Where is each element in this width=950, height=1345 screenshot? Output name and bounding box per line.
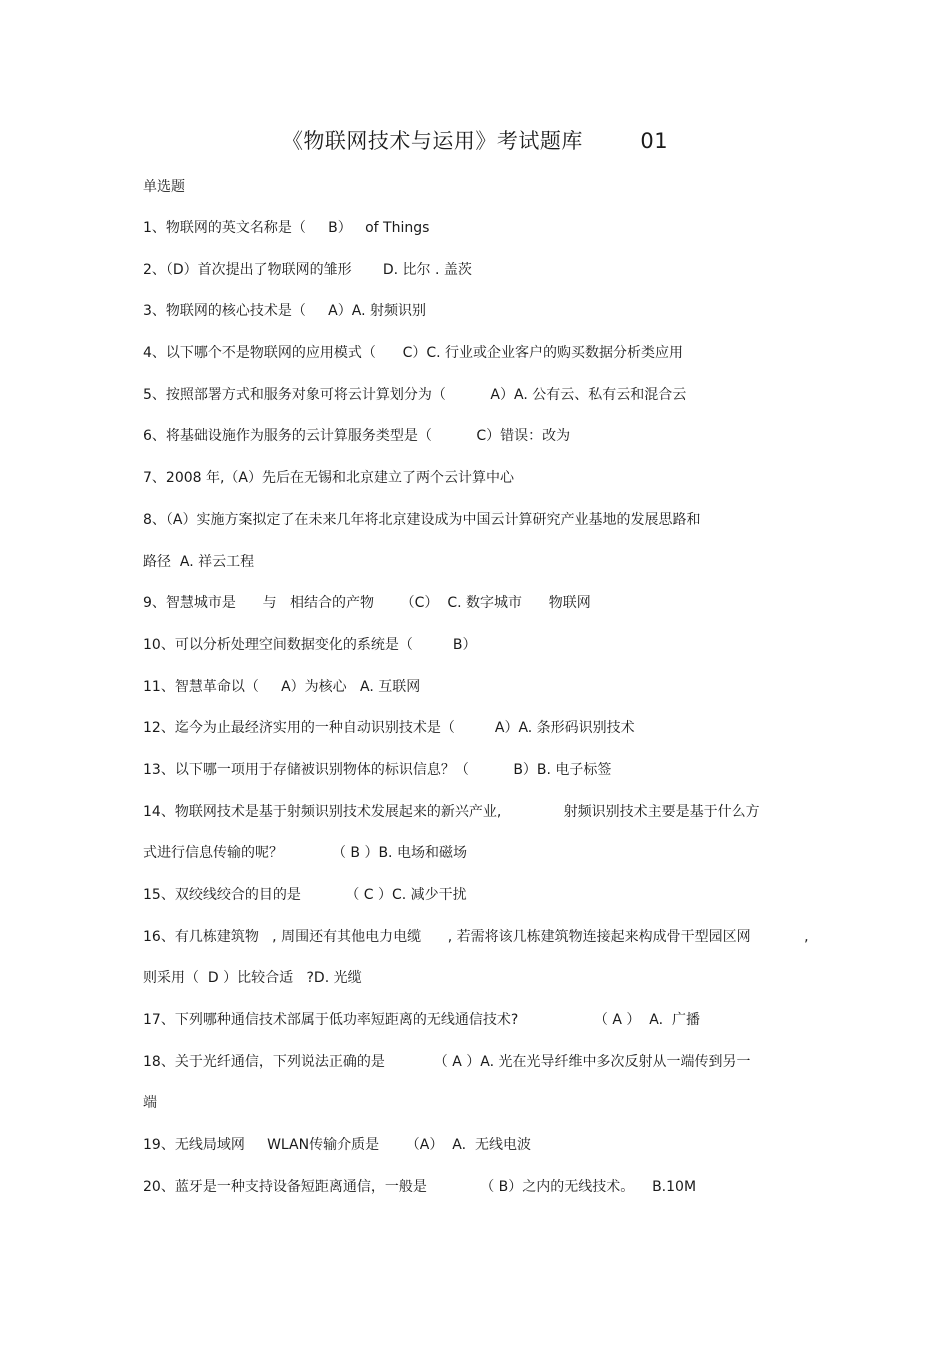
text-line: 6、将基础设施作为服务的云计算服务类型是（ C）错误：改为 <box>143 428 571 445</box>
document-title: 《物联网技术与运用》考试题库 01 <box>281 129 669 153</box>
text-line: 3、物联网的核心技术是（ A）A. 射频识别 <box>143 303 426 320</box>
text-line: 17、下列哪种通信技术部属于低功率短距离的无线通信技术? （ A ） A. 广播 <box>143 1012 700 1029</box>
text-line: 则采用（ D ）比较合适 ?D. 光缆 <box>143 970 362 987</box>
text-line: 18、关于光纤通信，下列说法正确的是 （ A ）A. 光在光导纤维中多次反射从一端传到另一 <box>143 1053 751 1070</box>
text-line: 8、（A）实施方案拟定了在未来几年将北京建设成为中国云计算研究产业基地的发展思路和 <box>143 511 701 528</box>
text-line: 13、以下哪一项用于存储被识别物体的标识信息？（ B）B. 电子标签 <box>143 761 612 778</box>
text-line: 19、无线局域网 WLAN传输介质是 （A） A. 无线电波 <box>143 1137 531 1154</box>
text-line: 15、双绞线绞合的目的是 （ C ）C. 减少干扰 <box>143 887 467 903</box>
text-line: 12、迄今为止最经济实用的一种自动识别技术是（ A）A. 条形码识别技术 <box>143 720 635 737</box>
text-line: 20、蓝牙是一种支持设备短距离通信，一般是 （ B）之内的无线技术。 B.10M <box>143 1178 697 1195</box>
text-line: 16、有几栋建筑物 , 周围还有其他电力电缆 , 若需将该几栋建筑物连接起来构成骨干型园区网 , <box>143 928 809 945</box>
text-line: 1、物联网的英文名称是（ B） of Things <box>143 220 430 236</box>
text-line: 2、（D）首次提出了物联网的雏形 D. 比尔 . 盖茨 <box>143 261 472 278</box>
text-line: 端 <box>143 1095 157 1112</box>
text-line: 9、智慧城市是 与 相结合的产物 （C） C. 数字城市 物联网 <box>143 595 591 612</box>
section-heading: 单选题 <box>143 179 185 195</box>
text-line: 14、物联网技术是基于射频识别技术发展起来的新兴产业, 射频识别技术主要是基于什么方 <box>143 803 760 820</box>
text-line: 10、可以分析处理空间数据变化的系统是（ B） <box>143 636 477 653</box>
text-line: 路径 A. 祥云工程 <box>143 553 255 570</box>
text-line: 7、2008 年,（A）先后在无锡和北京建立了两个云计算中心 <box>143 470 515 487</box>
text-line: 5、按照部署方式和服务对象可将云计算划分为（ A）A. 公有云、私有云和混合云 <box>143 386 687 403</box>
text-line: 11、智慧革命以（ A）为核心 A. 互联网 <box>143 678 421 695</box>
text-line: 式进行信息传输的呢？ （ B ）B. 电场和磁场 <box>143 845 467 862</box>
text-line: 4、以下哪个不是物联网的应用模式（ C）C. 行业或企业客户的购买数据分析类应用 <box>143 345 684 362</box>
question-list <box>143 217 823 1218</box>
